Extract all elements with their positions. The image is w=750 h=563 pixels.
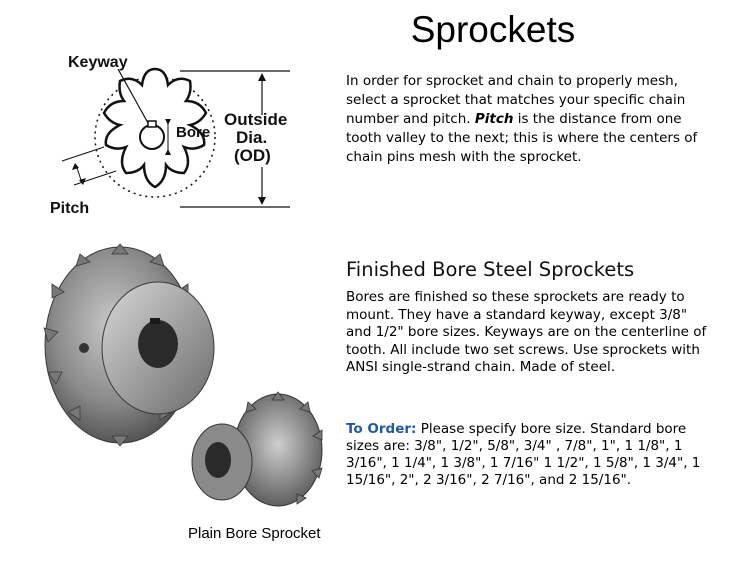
bore-label: Bore	[176, 124, 211, 141]
plain-bore-sprocket-image	[188, 390, 338, 520]
section-heading: Finished Bore Steel Sprockets	[346, 258, 635, 281]
intro-paragraph: In order for sprocket and chain to properly mesh, select a sprocket that matches your specific chain number and pitch. Pitch is the distance from one tooth valley to the next; this is where the centers of chain pins mesh with the sprocket.	[346, 73, 698, 165]
order-label: To Order:	[346, 421, 417, 437]
pitch-label: Pitch	[50, 200, 90, 217]
outside-label-line1: Outside	[224, 110, 288, 129]
keyway-label: Keyway	[68, 54, 128, 71]
outside-label-line2: Dia.	[236, 128, 268, 147]
keyway-slot	[148, 121, 156, 127]
sprocket-dimension-diagram	[40, 45, 310, 225]
order-paragraph: To Order: Please specify bore size. Standard bore sizes are: 3/8", 1/2", 5/8", 3/4" , 7/8", 1", 1 1/8", 1 3/16", 1 1/4", 1 3/8", 1 7/16" 1 1/2", 1 5/8", 1 3/4", 1 15/16", 2", 2 3/16", 2 7/16", and 2 15/16".	[346, 421, 701, 488]
description-paragraph: Bores are finished so these sprockets are ready to mount. They have a standard keyway, except 3/8" and 1/2" bore sizes. Keyways are on the centerline of tooth. All include two set screws. Use sprockets with ANSI single-strand chain. Made of steel.	[346, 289, 707, 375]
pitch-emphasis: Pitch	[474, 111, 514, 127]
outside-label-line3: (OD)	[234, 146, 271, 165]
page-title: Sprockets	[410, 9, 576, 50]
image-caption: Plain Bore Sprocket	[188, 525, 321, 542]
bore-circle	[140, 125, 164, 149]
